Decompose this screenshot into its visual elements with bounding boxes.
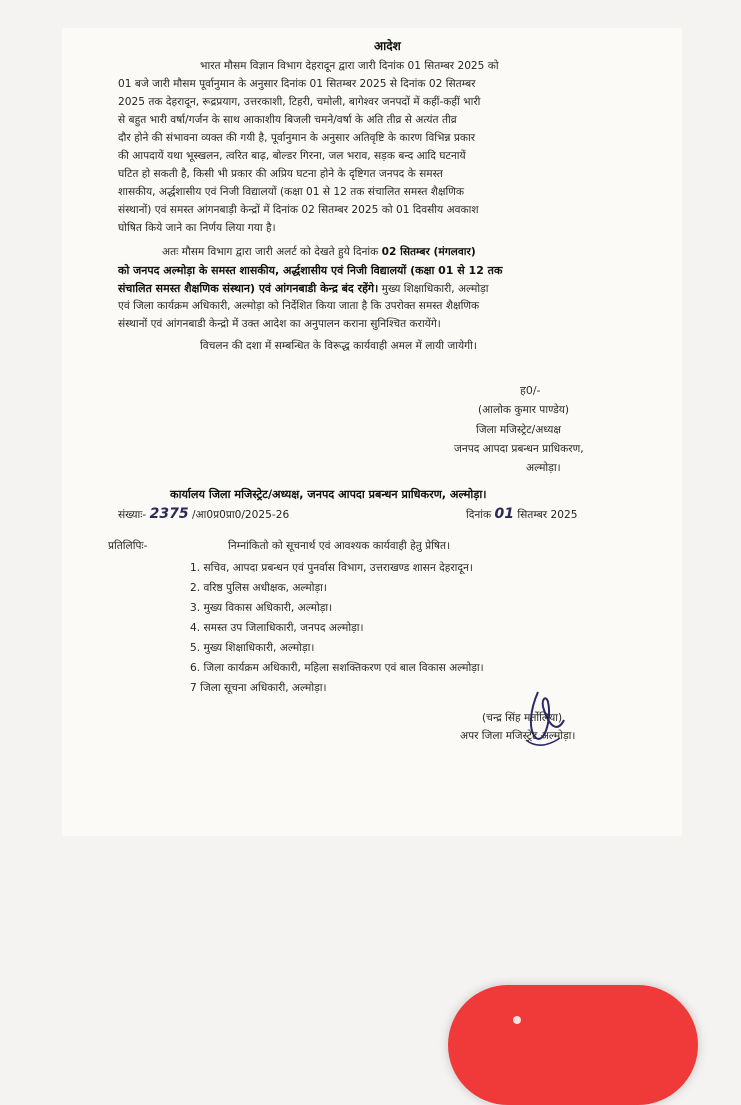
ref-rest: /आ0प्र0प्रा0/2025-26 (191, 509, 290, 521)
para2-bold-text: संचालित समस्त शैक्षणिक संस्थान) एवं आंगनबाडी केन्द्र बंद रहेंगे। (118, 282, 379, 295)
signature-initials: ह0/- (520, 384, 541, 397)
copy-item: 3. मुख्य विकास अधिकारी, अल्मोड़ा। (190, 602, 333, 614)
para2-line: संस्थानों एवं आंगनबाडी केन्द्रो में उक्त आदेश का अनुपालन कराना सुनिश्चित करायेंगे। (118, 318, 441, 330)
para3-line: विचलन की दशा में सम्बन्धित के विरूद्ध कार्यवाही अमल में लायी जायेगी। (200, 340, 477, 352)
para1-line: 2025 तक देहरादून, रूद्रप्रयाग, उत्तरकाशी, टिहरी, चमोली, बागेश्वर जनपदों में कहीं-कहीं भारी (118, 96, 481, 108)
signatory-name: (आलोक कुमार पाण्डेय) (478, 404, 570, 416)
copy-label: प्रतिलिपिः- (108, 540, 148, 552)
para1-line: 01 बजे जारी मौसम पूर्वानुमान के अनुसार दिनांक 01 सितम्बर 2025 से दिनांक 02 सितम्बर (118, 78, 476, 90)
para2-line: एवं जिला कार्यक्रम अधिकारी, अल्मोड़ा को निर्देशित किया जाता है कि उपरोक्त समस्त शैक्षणिक (118, 300, 480, 312)
para1-line: शासकीय, अर्द्धशासीय एवं निजी विद्यालयों (कक्षा 01 से 12 तक संचालित समस्त शैक्षणिक (118, 186, 465, 198)
para2-line (162, 246, 476, 259)
copy-item: 2. वरिष्ठ पुलिस अधीक्षक, अल्मोड़ा। (190, 582, 327, 594)
copy-item: 5. मुख्य शिक्षाधिकारी, अल्मोड़ा। (190, 642, 315, 654)
para2-date-bold: 02 सितम्बर (मंगलवार) (381, 246, 476, 258)
para1-line: संस्थानों) एवं समस्त आंगनबाड़ी केन्द्रों में दिनांक 02 सितम्बर 2025 को 01 दिवसीय अवकाश (118, 204, 479, 216)
order-title: आदेश (374, 39, 401, 53)
para1-line: भारत मौसम विज्ञान विभाग देहरादून द्वारा जारी दिनांक 01 सितम्बर 2025 को (200, 60, 499, 72)
copy-signer-name: (चन्द्र सिंह मर्तोलिया) (482, 712, 563, 724)
signatory-designation: जिला मजिस्ट्रेट/अध्यक्ष (476, 424, 562, 436)
signatory-place: अल्मोड़ा। (526, 462, 561, 474)
reference-line (118, 508, 289, 522)
copy-item: 6. जिला कार्यक्रम अधिकारी, महिला सशक्तिकरण एवं बाल विकास अल्मोड़ा। (190, 662, 484, 674)
top-bar (0, 0, 741, 6)
copy-intro: निम्नांकितो को सूचनार्थ एवं आवश्यक कार्यवाही हेतु प्रेषित। (228, 540, 451, 552)
para1-line: घोषित किये जाने का निर्णय लिया गया है। (118, 222, 276, 234)
para2-bold-line: को जनपद अल्मोड़ा के समस्त शासकीय, अर्द्धशासीय एवं निजी विद्यालयों (कक्षा 01 से 12 तक (118, 264, 503, 277)
para2-text: अतः मौसम विभाग द्वारा जारी अलर्ट को देखते हुये दिनांक (162, 246, 379, 258)
floating-action-button[interactable] (448, 985, 698, 1105)
signatory-authority: जनपद आपदा प्रबन्धन प्राधिकरण, (454, 443, 584, 455)
ref-number: 2375 (149, 506, 189, 522)
date-label: दिनांक (466, 509, 492, 521)
para1-line: घटित हो सकती है, किसी भी प्रकार की अप्रिय घटना होने के दृष्टिगत जनपद के समस्त (118, 168, 443, 180)
copy-item: 1. सचिव, आपदा प्रबन्धन एवं पुनर्वास विभाग, उत्तराखण्ड शासन देहरादून। (190, 562, 473, 574)
date-day: 01 (494, 506, 514, 522)
date-line (466, 508, 577, 522)
office-heading: कार्यालय जिला मजिस्ट्रेट/अध्यक्ष, जनपद आपदा प्रबन्धन प्राधिकरण, अल्मोड़ा। (170, 488, 487, 501)
para2-rest-text: मुख्य शिक्षाधिकारी, अल्मोड़ा (381, 283, 489, 295)
para1-line: दौर होने की संभावना व्यक्त की गयी है, पूर्वानुमान के अनुसार अतिवृष्टि के कारण विभिन्न प्रकार (118, 132, 476, 144)
para1-line: की आपदायें यथा भूस्खलन, त्वरित बाढ़, बोल्डर गिरना, जल भराव, सड़क बन्द आदि घटनायें (118, 150, 466, 162)
copy-signer-designation: अपर जिला मजिस्ट्रेट अल्मोड़ा। (460, 730, 576, 742)
ref-label: संख्याः- (118, 509, 147, 521)
fab-icon (513, 1016, 521, 1024)
para2-line (118, 282, 489, 296)
copy-item: 4. समस्त उप जिलाधिकारी, जनपद अल्मोड़ा। (190, 622, 364, 634)
para1-line: से बहुत भारी वर्षा/गर्जन के साथ आकाशीय बिजली चमने/वर्षा के अति तीव्र से अत्यंत तीव्र (118, 114, 457, 126)
date-rest: सितम्बर 2025 (517, 509, 578, 521)
copy-item: 7 जिला सूचना अधिकारी, अल्मोड़ा। (190, 682, 327, 694)
